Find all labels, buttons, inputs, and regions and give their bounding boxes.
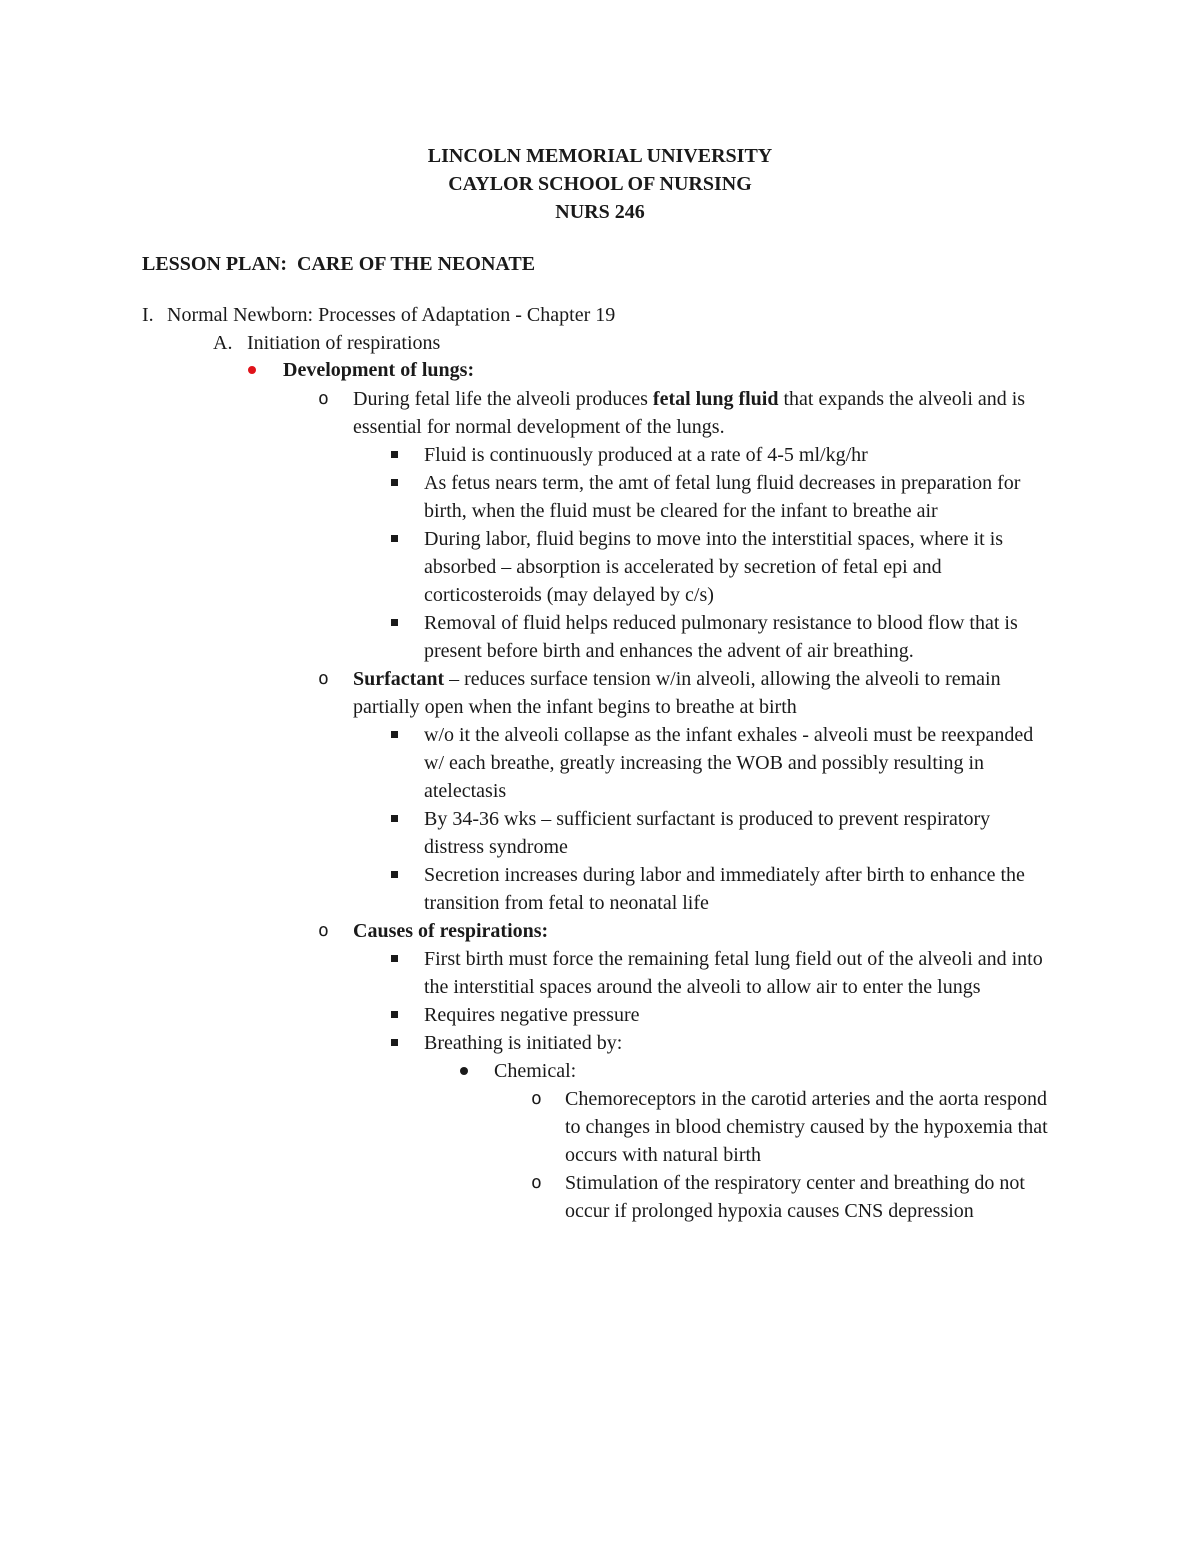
causes-title: Causes of respirations: (353, 920, 549, 942)
list-item (0, 805, 1200, 861)
list-item (0, 721, 1200, 805)
roman-numeral-marker: I. (142, 304, 154, 326)
letter-marker: A. (213, 332, 233, 354)
fetal-item-2: As fetus nears term, the amt of fetal lung fluid decreases in preparation for birth, when the fluid must be cleared for the infant to breathe air (424, 472, 1021, 522)
list-item (0, 441, 1200, 469)
square-bullet-icon (389, 945, 424, 1001)
list-item (0, 945, 1200, 1001)
list-item (0, 1085, 1200, 1169)
square-bullet-icon (389, 861, 424, 917)
surfactant-item (0, 665, 1200, 721)
development-of-lungs-item (0, 356, 1200, 385)
surfactant-item-1: w/o it the alveoli collapse as the infant exhales - alveoli must be reexpanded w/ each breathe, greatly increasing the WOB and possibly resulting in atelectasis (424, 724, 1034, 802)
square-bullet-icon (389, 609, 424, 665)
development-title: Development of lungs: (283, 359, 475, 381)
lesson-outline (0, 301, 1200, 1225)
list-item (0, 469, 1200, 525)
square-bullet-icon (389, 721, 424, 805)
circle-bullet-icon: o (318, 388, 329, 409)
chemical-item (0, 1057, 1200, 1085)
list-item (0, 861, 1200, 917)
fetal-lung-fluid-term: fetal lung fluid (652, 388, 779, 410)
fetal-item-4: Removal of fluid helps reduced pulmonary resistance to blood flow that is present before birth and enhances the advent of air breathing. (424, 612, 1018, 662)
section-1-text: Normal Newborn: Processes of Adaptation - Chapter 19 (167, 304, 616, 326)
fetal-lung-fluid-item (0, 385, 1200, 441)
circle-bullet-icon: o (318, 668, 329, 689)
causes-item-2: Requires negative pressure (424, 1004, 640, 1026)
circle-bullet-icon: o (531, 1088, 542, 1109)
fetal-item-1: Fluid is continuously produced at a rate of 4-5 ml/kg/hr (424, 444, 868, 466)
document-header (0, 142, 1200, 226)
surfactant-item-2: By 34-36 wks – sufficient surfactant is produced to prevent respiratory distress syndrome (424, 808, 991, 858)
red-bullet-icon (248, 356, 283, 385)
list-item (0, 1029, 1200, 1057)
fetal-text-post: that expands the alveoli and is essential for normal development of the lungs. (353, 388, 1026, 438)
list-item (0, 525, 1200, 609)
surfactant-item-3: Secretion increases during labor and immediately after birth to enhance the transition from fetal to neonatal life (424, 864, 1025, 914)
section-a-text: Initiation of respirations (247, 332, 441, 354)
chemical-item-1: Chemoreceptors in the carotid arteries and the aorta respond to changes in blood chemistry caused by the hypoxemia that occurs with natural birth (565, 1088, 1048, 1166)
causes-of-respirations-item (0, 917, 1200, 945)
bullet-icon (460, 1057, 494, 1085)
lesson-title: LESSON PLAN: CARE OF THE NEONATE (142, 253, 536, 275)
school-name: CAYLOR SCHOOL OF NURSING (448, 173, 752, 195)
list-item (0, 609, 1200, 665)
list-item (0, 1169, 1200, 1225)
circle-bullet-icon: o (318, 920, 329, 941)
square-bullet-icon (389, 1029, 424, 1057)
course-code: NURS 246 (555, 201, 645, 223)
outline-section-a (0, 329, 1200, 356)
circle-bullet-icon: o (531, 1172, 542, 1193)
chemical-label: Chemical: (494, 1060, 577, 1082)
university-name: LINCOLN MEMORIAL UNIVERSITY (427, 145, 773, 167)
causes-item-3: Breathing is initiated by: (424, 1032, 623, 1054)
fetal-item-3: During labor, fluid begins to move into the interstitial spaces, where it is absorbed – absorption is accelerated by secretion of fetal epi and corticosteroids (may delayed by c/s) (424, 528, 1004, 606)
surfactant-text: – reduces surface tension w/in alveoli, allowing the alveoli to remain partially open when the infant begins to breathe at birth (353, 668, 1001, 718)
list-item (0, 1001, 1200, 1029)
outline-section-1 (0, 301, 1200, 329)
chemical-item-2: Stimulation of the respiratory center and breathing do not occur if prolonged hypoxia causes CNS depression (565, 1172, 1025, 1222)
square-bullet-icon (389, 1001, 424, 1029)
square-bullet-icon (389, 525, 424, 609)
square-bullet-icon (389, 469, 424, 525)
surfactant-term: Surfactant (353, 668, 445, 690)
fetal-text-pre: During fetal life the alveoli produces (353, 388, 653, 410)
causes-item-1: First birth must force the remaining fetal lung field out of the alveoli and into the interstitial spaces around the alveoli to allow air to enter the lungs (424, 948, 1043, 998)
square-bullet-icon (389, 441, 424, 469)
square-bullet-icon (389, 805, 424, 861)
